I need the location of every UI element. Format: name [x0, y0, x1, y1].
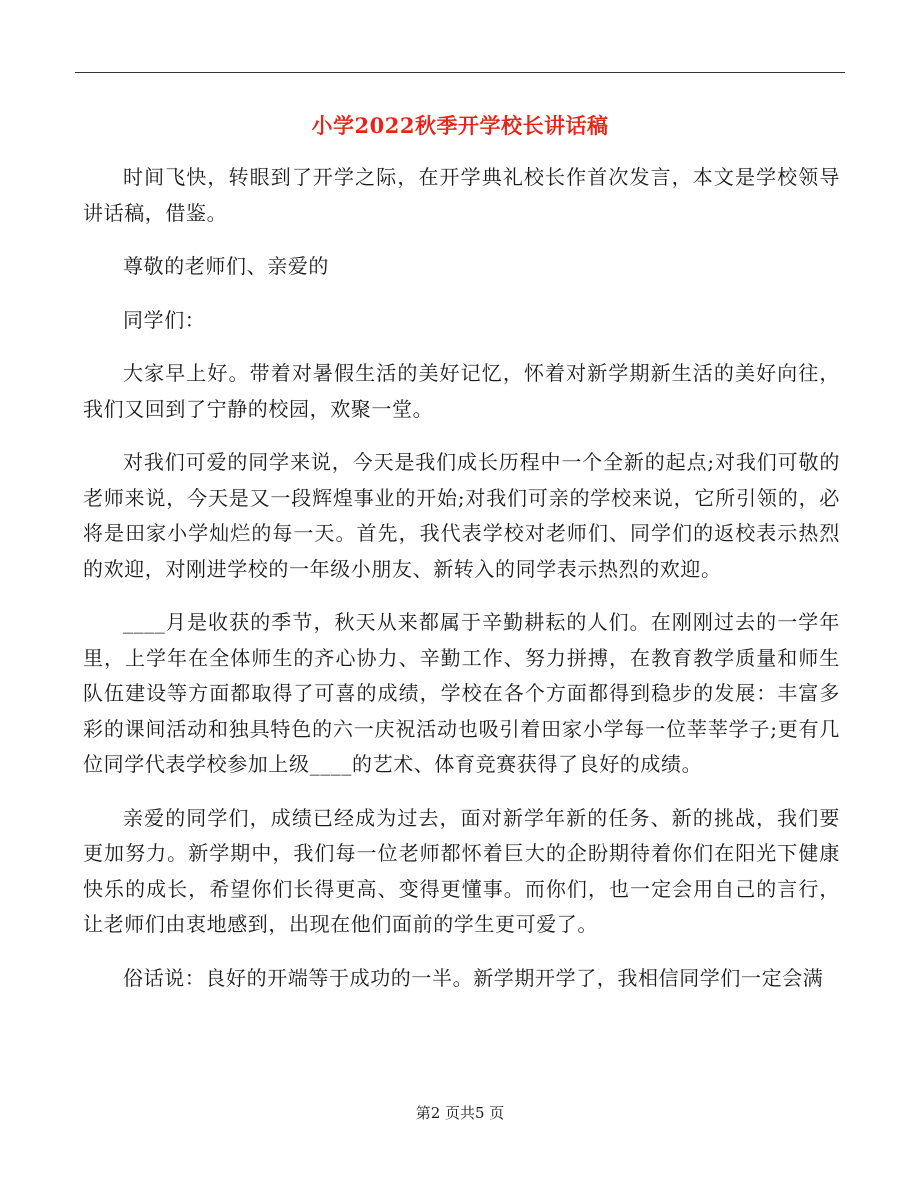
- paragraph: 同学们：: [123, 307, 206, 332]
- page-indicator: 第2 页共5 页: [415, 1104, 505, 1122]
- paragraph: 尊敬的老师们、亲爱的: [123, 254, 329, 278]
- header-rule: [75, 72, 845, 73]
- paragraph: ____月是收获的季节，秋天从来都属于辛勤耕耘的人们。在刚刚过去的一学年里，上学年在全体师生的齐心协力、辛勤工作、努力拼搏，在教育教学质量和师生队伍建设等方面都取得了可喜的成绩，学校在各个方面都得到稳步的发展：丰富多彩的课间活动和独具特色的六一庆祝活动也吸引着田家小学每一位莘莘学子;更有几位同学代表学校参加上级____的艺术、体育竞赛获得了良好的成绩。: [83, 610, 840, 776]
- paragraph: 时间飞快，转眼到了开学之际，在开学典礼校长作首次发言，本文是学校领导讲话稿，借鉴。: [83, 165, 840, 225]
- document-body: [83, 160, 840, 1014]
- paragraph: 俗话说：良好的开端等于成功的一半。新学期开学了，我相信同学们一定会满: [123, 965, 824, 990]
- document-title: 小学2022秋季开学校长讲话稿: [311, 113, 609, 138]
- paragraph: 大家早上好。带着对暑假生活的美好记忆，怀着对新学期新生活的美好向往，我们又回到了宁静的校园，欢聚一堂。: [83, 361, 840, 421]
- paragraph: 亲爱的同学们，成绩已经成为过去，面对新学年新的任务、新的挑战，我们要更加努力。新学期中，我们每一位老师都怀着巨大的企盼期待着你们在阳光下健康快乐的成长，希望你们长得更高、变得更懂事。而你们，也一定会用自己的言行，让老师们由衷地感到，出现在他们面前的学生更可爱了。: [83, 805, 840, 936]
- paragraph: 对我们可爱的同学来说，今天是我们成长历程中一个全新的起点;对我们可敬的老师来说，今天是又一段辉煌事业的开始;对我们可亲的学校来说，它所引领的，必将是田家小学灿烂的每一天。首先，我代表学校对老师们、同学们的返校表示热烈的欢迎，对刚进学校的一年级小朋友、新转入的同学表示热烈的欢迎。: [83, 450, 840, 581]
